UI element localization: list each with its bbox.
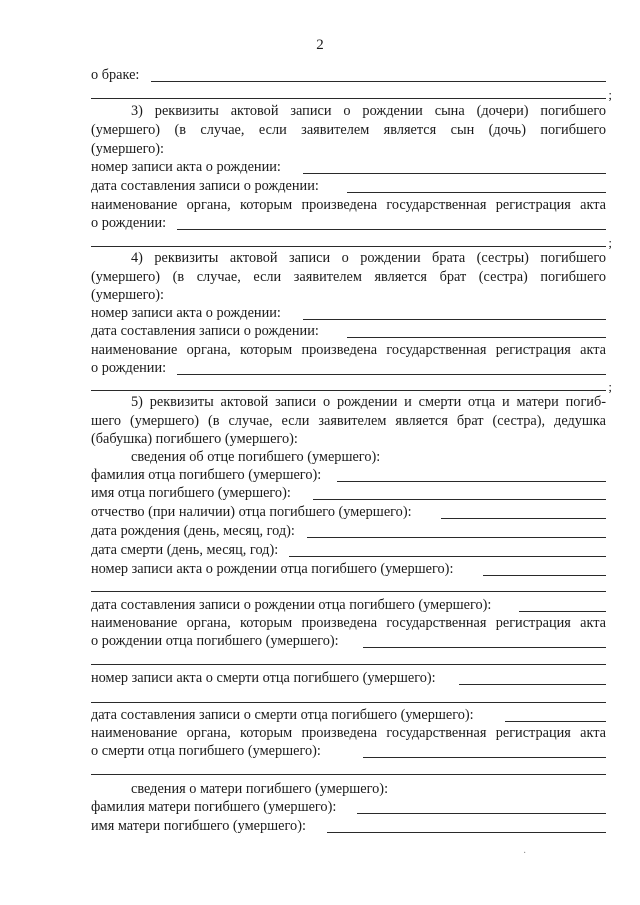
s5-father-death-record-no-label: номер записи акта о смерти отца погибшего (умершего): (91, 670, 436, 686)
marriage-row (91, 66, 606, 85)
s5-mother-surname-row (91, 798, 606, 817)
s5-father-birth-field[interactable] (307, 537, 606, 538)
semicolon: ; (608, 379, 612, 394)
s4-heading-line3: (умершего): (91, 287, 165, 303)
s5-father-death-row (91, 541, 606, 560)
s4-record-date-row (91, 322, 606, 341)
s5-father-death-record-no-continuation (91, 688, 606, 707)
s5-father-death-record-date-field[interactable] (505, 721, 606, 722)
s5-father-death-organ-row2 (91, 742, 606, 761)
s3-heading-line1: 3) реквизиты актовой записи о рождении сына (дочери) погибшего (131, 103, 606, 119)
s5-father-surname-field[interactable] (337, 481, 606, 482)
s5-father-death-record-no-field[interactable] (459, 684, 606, 685)
s5-mother-name-field[interactable] (327, 832, 606, 833)
s3-organ-row1: наименование органа, которым произведена государственная регистрация акта (91, 197, 606, 213)
s5-father-name-field[interactable] (313, 499, 606, 500)
s4-record-number-row (91, 304, 606, 323)
s5-father-birth-record-no-label: номер записи акта о рождении отца погибшего (умершего): (91, 561, 454, 577)
s5-heading-line1: 5) реквизиты актовой записи о рождении и смерти отца и матери погиб- (131, 394, 606, 410)
s5-father-birth-record-no-continuation-field[interactable] (91, 591, 606, 592)
s5-father-birth-record-no-field[interactable] (483, 575, 606, 576)
s3-record-date-field[interactable] (347, 192, 606, 193)
s5-father-birth-organ-row2 (91, 632, 606, 651)
s4-organ-continuation-field[interactable] (91, 390, 606, 391)
s5-heading-line3: (бабушка) погибшего (умершего): (91, 431, 298, 447)
marriage-field[interactable] (151, 81, 606, 82)
s5-father-death-organ-continuation (91, 760, 606, 779)
s3-heading-line3: (умершего): (91, 141, 165, 157)
s5-mother-name-label: имя матери погибшего (умершего): (91, 818, 306, 834)
s3-record-number-field[interactable] (303, 173, 606, 174)
s5-father-surname-label: фамилия отца погибшего (умершего): (91, 467, 322, 483)
page-number: 2 (316, 37, 324, 53)
s3-organ-continuation-field[interactable] (91, 246, 606, 247)
s3-record-number-label: номер записи акта о рождении: (91, 159, 281, 175)
s5-father-death-label: дата смерти (день, месяц, год): (91, 542, 279, 558)
s5-father-patronymic-field[interactable] (441, 518, 606, 519)
s5-father-name-row (91, 484, 606, 503)
s5-father-patronymic-label: отчество (при наличии) отца погибшего (умершего): (91, 504, 412, 520)
marriage-continuation-row (91, 84, 612, 103)
s5-mother-surname-label: фамилия матери погибшего (умершего): (91, 799, 337, 815)
s4-record-date-field[interactable] (347, 337, 606, 338)
s4-heading-line2: (умершего) (в случае, если заявителем является брат (сестра) погибшего (91, 269, 606, 285)
s5-father-birth-organ-field[interactable] (363, 647, 606, 648)
s5-father-death-record-no-row (91, 669, 606, 688)
s5-father-death-field[interactable] (289, 556, 606, 557)
s5-father-header-row (91, 448, 606, 467)
s3-record-date-row (91, 177, 606, 196)
s5-father-birth-organ-label: о рождении отца погибшего (умершего): (91, 633, 339, 649)
s5-father-death-organ-continuation-field[interactable] (91, 774, 606, 775)
s5-father-birth-label: дата рождения (день, месяц, год): (91, 523, 295, 539)
s5-father-birth-organ-continuation (91, 650, 606, 669)
s5-father-patronymic-row (91, 503, 606, 522)
s5-father-birth-record-date-field[interactable] (519, 611, 606, 612)
s5-father-name-label: имя отца погибшего (умершего): (91, 485, 291, 501)
s4-record-number-field[interactable] (303, 319, 606, 320)
s4-organ-label: о рождении: (91, 360, 167, 376)
s5-mother-surname-field[interactable] (357, 813, 606, 814)
s5-heading-line2: шего (умершего) (в случае, если заявителем является брат (сестра), дедушка (91, 413, 606, 429)
s5-father-birth-row (91, 522, 606, 541)
s5-father-birth-organ-row1: наименование органа, которым произведена государственная регистрация акта (91, 615, 606, 631)
s5-father-death-record-no-continuation-field[interactable] (91, 702, 606, 703)
s4-record-number-label: номер записи акта о рождении: (91, 305, 281, 321)
s5-father-death-organ-label: о смерти отца погибшего (умершего): (91, 743, 321, 759)
s4-organ-field[interactable] (177, 374, 606, 375)
s4-heading-line1: 4) реквизиты актовой записи о рождении брата (сестры) погибшего (131, 250, 606, 266)
s5-mother-header-row (91, 780, 606, 799)
s3-organ-label: о рождении: (91, 215, 167, 231)
scan-speck: · (523, 848, 527, 859)
s3-record-date-label: дата составления записи о рождении: (91, 178, 319, 194)
s5-mother-header: сведения о матери погибшего (умершего): (131, 781, 389, 797)
s5-father-surname-row (91, 466, 606, 485)
s3-heading-line2: (умершего) (в случае, если заявителем является сын (дочь) погибшего (91, 122, 606, 138)
marriage-continuation-field[interactable] (91, 98, 606, 99)
s4-record-date-label: дата составления записи о рождении: (91, 323, 319, 339)
semicolon: ; (608, 87, 612, 102)
s4-organ-row1: наименование органа, которым произведена государственная регистрация акта (91, 342, 606, 358)
s3-record-number-row (91, 158, 606, 177)
marriage-label: о браке: (91, 67, 140, 83)
s5-father-birth-record-date-row (91, 596, 606, 615)
s5-father-birth-record-no-continuation (91, 577, 606, 596)
s3-organ-row2 (91, 214, 606, 233)
s5-father-death-record-date-label: дата составления записи о смерти отца погибшего (умершего): (91, 707, 474, 723)
s5-father-birth-organ-continuation-field[interactable] (91, 664, 606, 665)
s5-mother-name-row (91, 817, 606, 836)
s5-father-birth-record-date-label: дата составления записи о рождении отца погибшего (умершего): (91, 597, 492, 613)
s5-father-death-record-date-row (91, 706, 606, 725)
s5-father-death-organ-row1: наименование органа, которым произведена государственная регистрация акта (91, 725, 606, 741)
semicolon: ; (608, 235, 612, 250)
s5-father-header: сведения об отце погибшего (умершего): (131, 449, 381, 465)
s3-organ-field[interactable] (177, 229, 606, 230)
s5-father-death-organ-field[interactable] (363, 757, 606, 758)
